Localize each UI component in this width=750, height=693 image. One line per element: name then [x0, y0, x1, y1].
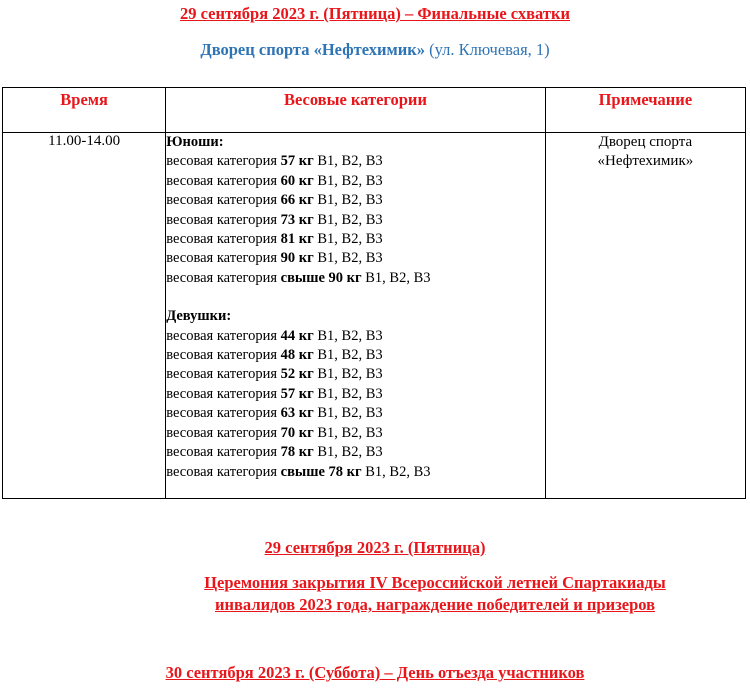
weight-prefix: весовая категория [166, 327, 281, 344]
weight-prefix: весовая категория [166, 250, 281, 267]
weight-prefix: весовая категория [166, 366, 281, 383]
weight-category-line [166, 211, 545, 230]
weight-value: 81 кг [280, 231, 314, 248]
weight-value: 48 кг [280, 347, 314, 364]
weight-prefix: весовая категория [166, 269, 281, 286]
note-line2: «Нефтехимик» [597, 153, 694, 169]
ceremony-heading [140, 572, 730, 616]
schedule-table [2, 87, 746, 499]
weight-category-line [166, 230, 545, 249]
weight-classes: В1, В2, В3 [313, 405, 383, 422]
weight-prefix: весовая категория [166, 192, 281, 209]
weight-category-line [166, 191, 545, 210]
weight-classes: В1, В2, В3 [313, 424, 383, 441]
weight-classes: В1, В2, В3 [313, 192, 383, 209]
weight-value: 57 кг [280, 153, 314, 170]
weight-category-line [166, 327, 545, 346]
weight-classes: В1, В2, В3 [313, 385, 383, 402]
weight-category-line [166, 404, 545, 423]
weight-prefix: весовая категория [166, 211, 281, 228]
header-time: Время [3, 88, 166, 133]
weight-value: свыше 90 кг [280, 269, 362, 286]
closing-date-heading: 29 сентября 2023 г. (Пятница) [264, 538, 486, 557]
weight-classes: В1, В2, В3 [313, 347, 383, 364]
weight-value: 44 кг [280, 327, 314, 344]
weight-classes: В1, В2, В3 [313, 153, 383, 170]
header-categories: Весовые категории [166, 88, 546, 133]
weight-classes: В1, В2, В3 [313, 366, 383, 383]
girls-title: Девушки: [166, 308, 232, 325]
weight-prefix: весовая категория [166, 153, 281, 170]
table-row [3, 133, 746, 499]
weight-value: 57 кг [280, 385, 314, 402]
weight-value: 60 кг [280, 172, 314, 189]
weight-prefix: весовая категория [166, 463, 281, 480]
girls-list [166, 327, 545, 482]
weight-category-line [166, 443, 545, 462]
weight-classes: В1, В2, В3 [313, 231, 383, 248]
venue-line [0, 40, 750, 60]
weight-value: 78 кг [280, 444, 314, 461]
weight-value: 63 кг [280, 405, 314, 422]
weight-classes: В1, В2, В3 [313, 250, 383, 267]
weight-category-line [166, 152, 545, 171]
categories-cell [166, 133, 546, 499]
weight-value: 66 кг [280, 192, 314, 209]
weight-classes: В1, В2, В3 [361, 269, 431, 286]
weight-category-line [166, 172, 545, 191]
time-cell: 11.00-14.00 [3, 133, 166, 499]
weight-value: 90 кг [280, 250, 314, 267]
weight-category-line [166, 385, 545, 404]
weight-prefix: весовая категория [166, 444, 281, 461]
header-note: Примечание [545, 88, 745, 133]
weight-prefix: весовая категория [166, 231, 281, 248]
ceremony-line1: Церемония закрытия IV Всероссийской летней Спартакиады [204, 573, 666, 592]
departure-heading: 30 сентября 2023 г. (Суббота) – День отъезда участников [165, 663, 585, 682]
weight-category-line [166, 346, 545, 365]
weight-classes: В1, В2, В3 [313, 327, 383, 344]
weight-category-line [166, 424, 545, 443]
boys-list [166, 152, 545, 288]
note-cell [545, 133, 745, 499]
ceremony-line2: инвалидов 2023 года, награждение победителей и призеров [215, 595, 655, 614]
weight-value: 52 кг [280, 366, 314, 383]
weight-category-line [166, 463, 545, 482]
final-bouts-heading: 29 сентября 2023 г. (Пятница) – Финальные схватки [179, 4, 570, 23]
weight-prefix: весовая категория [166, 385, 281, 402]
venue-name: Дворец спорта «Нефтехимик» [200, 40, 425, 59]
venue-address: (ул. Ключевая, 1) [424, 40, 550, 59]
weight-prefix: весовая категория [166, 424, 281, 441]
weight-classes: В1, В2, В3 [313, 444, 383, 461]
weight-category-line [166, 249, 545, 268]
weight-classes: В1, В2, В3 [361, 463, 431, 480]
weight-category-line [166, 269, 545, 288]
weight-category-line [166, 365, 545, 384]
boys-title: Юноши: [166, 134, 224, 150]
weight-value: свыше 78 кг [280, 463, 362, 480]
weight-value: 73 кг [280, 211, 314, 228]
weight-classes: В1, В2, В3 [313, 211, 383, 228]
weight-value: 70 кг [280, 424, 314, 441]
weight-prefix: весовая категория [166, 405, 281, 422]
weight-prefix: весовая категория [166, 172, 281, 189]
weight-classes: В1, В2, В3 [313, 172, 383, 189]
note-line1: Дворец спорта [598, 134, 693, 150]
weight-prefix: весовая категория [166, 347, 281, 364]
table-header-row [3, 88, 746, 133]
